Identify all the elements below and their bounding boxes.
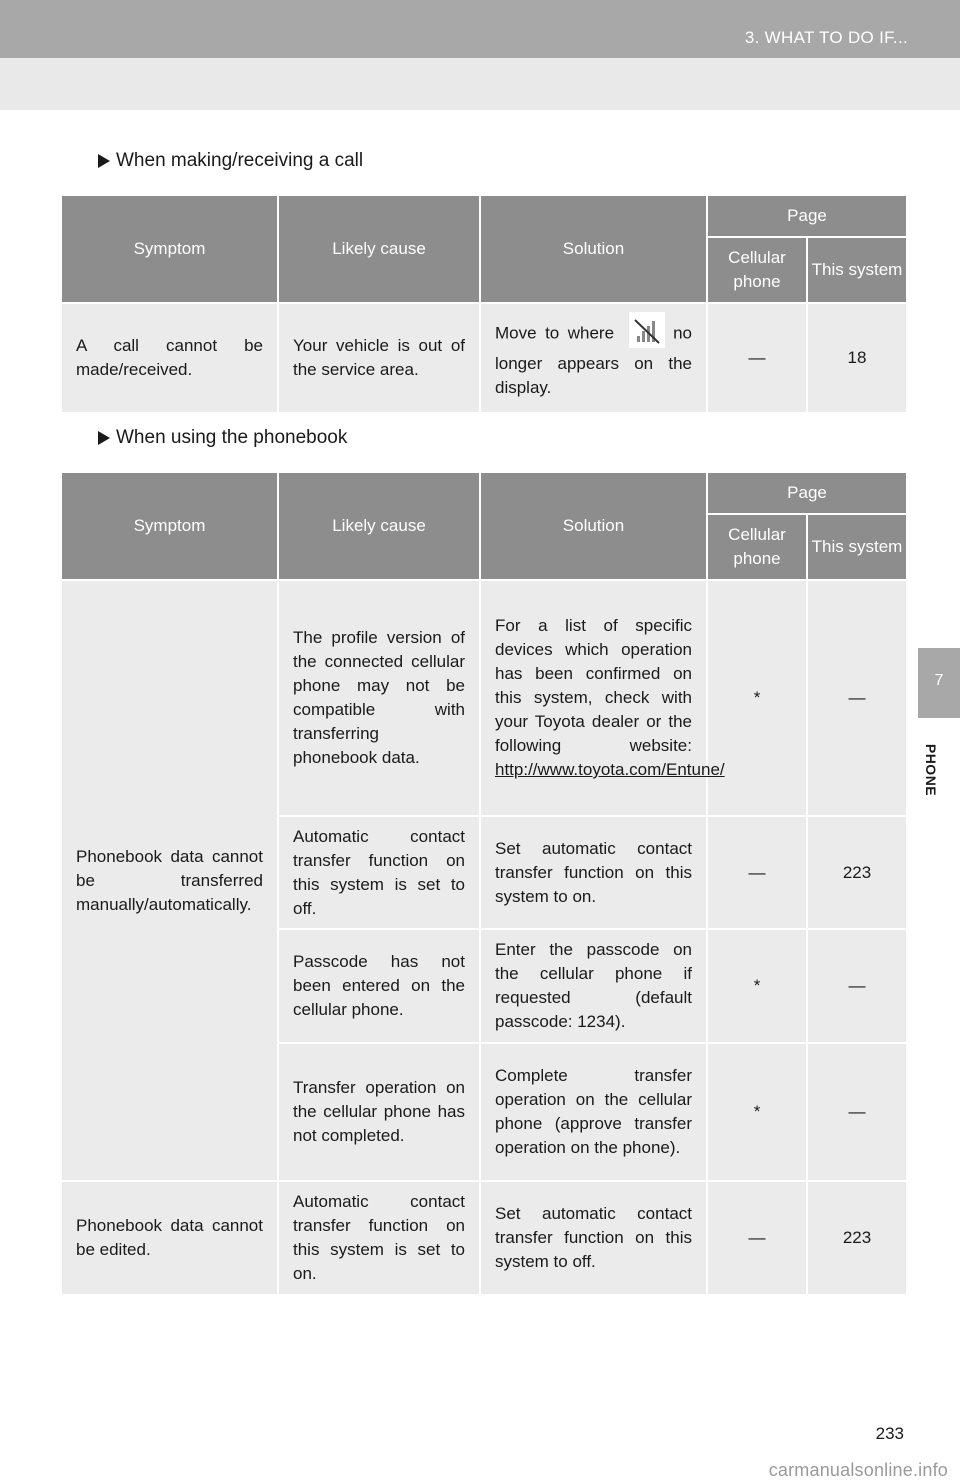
watermark: carmanualsonline.info: [768, 1460, 948, 1480]
call-troubleshooting-table: [60, 194, 908, 414]
triangle-right-icon: [98, 154, 110, 168]
chapter-label-wrap: [921, 730, 941, 810]
table-row: [61, 1181, 907, 1295]
system-page-cell: —: [807, 1043, 907, 1181]
cause-cell: Transfer operation on the cellular phone has not completed.: [278, 1043, 480, 1181]
solution-cell: Set automatic contact transfer function on this system to on.: [480, 816, 707, 929]
cellular-page-cell: —: [707, 303, 807, 413]
section-heading-text: When using the phonebook: [116, 427, 348, 448]
cause-cell: Passcode has not been entered on the cellular phone.: [278, 929, 480, 1043]
chapter-tab: [918, 648, 960, 718]
col-header-symptom: Symptom: [61, 472, 278, 580]
col-header-likely-cause: Likely cause: [278, 472, 480, 580]
solution-text: For a list of specific devices which operation has been confirmed on this system, check with your Toyota dealer or the following website:: [495, 616, 692, 755]
cellular-page-cell: —: [707, 1181, 807, 1295]
header-sub-band: [0, 58, 960, 110]
table-row: [61, 303, 907, 413]
cause-cell: Automatic contact transfer function on this system is set to on.: [278, 1181, 480, 1295]
symptom-cell: Phonebook data cannot be transferred manually/automatically.: [61, 580, 278, 1181]
section-heading-call: [98, 150, 363, 172]
solution-text-before: Move to where: [495, 323, 615, 343]
solution-text-after: no longer appears on the display.: [495, 323, 693, 397]
cause-cell: Your vehicle is out of the service area.: [278, 303, 480, 413]
cellular-page-cell: *: [707, 580, 807, 816]
col-header-likely-cause: Likely cause: [278, 195, 480, 303]
solution-cell: [480, 580, 725, 816]
page-number: 233: [875, 1424, 904, 1443]
system-page-cell: 18: [807, 303, 907, 413]
triangle-right-icon: [98, 431, 110, 445]
section-heading-text: When making/receiving a call: [116, 150, 364, 171]
phonebook-troubleshooting-table: [60, 471, 908, 1296]
solution-cell: Complete transfer operation on the cellular phone (approve transfer operation on the phone).: [480, 1043, 707, 1181]
cellular-page-cell: *: [707, 1043, 807, 1181]
chapter-number: 7: [934, 672, 944, 689]
section-heading-phonebook: [98, 427, 347, 449]
website-link[interactable]: http://www.toyota.com/Entune/: [495, 760, 725, 779]
system-page-cell: —: [807, 580, 907, 816]
col-header-page: Page: [707, 472, 907, 514]
system-page-cell: 223: [807, 816, 907, 929]
chapter-label: PHONE: [923, 743, 939, 797]
col-header-this-system: This system: [807, 237, 907, 303]
col-header-this-system: This system: [807, 514, 907, 580]
system-page-cell: —: [807, 929, 907, 1043]
col-header-page: Page: [707, 195, 907, 237]
cause-cell: The profile version of the connected cellular phone may not be compatible with transferring phonebook data.: [278, 580, 480, 816]
symptom-cell: A call cannot be made/received.: [61, 303, 278, 413]
solution-cell: [480, 303, 707, 413]
cause-cell: Automatic contact transfer function on this system is set to off.: [278, 816, 480, 929]
system-page-cell: 223: [807, 1181, 907, 1295]
col-header-solution: Solution: [480, 195, 707, 303]
col-header-solution: Solution: [480, 472, 707, 580]
page-header-title: 3. WHAT TO DO IF...: [744, 28, 908, 47]
col-header-cellular-phone: Cellular phone: [707, 237, 807, 303]
solution-cell: Enter the passcode on the cellular phone if requested (default passcode: 1234).: [480, 929, 707, 1043]
cellular-page-cell: *: [707, 929, 807, 1043]
cellular-page-cell: —: [707, 816, 807, 929]
solution-cell: Set automatic contact transfer function on this system to off.: [480, 1181, 707, 1295]
col-header-symptom: Symptom: [61, 195, 278, 303]
table-row: [61, 580, 907, 816]
symptom-cell: Phonebook data cannot be edited.: [61, 1181, 278, 1295]
col-header-cellular-phone: Cellular phone: [707, 514, 807, 580]
no-signal-icon: [629, 312, 665, 348]
